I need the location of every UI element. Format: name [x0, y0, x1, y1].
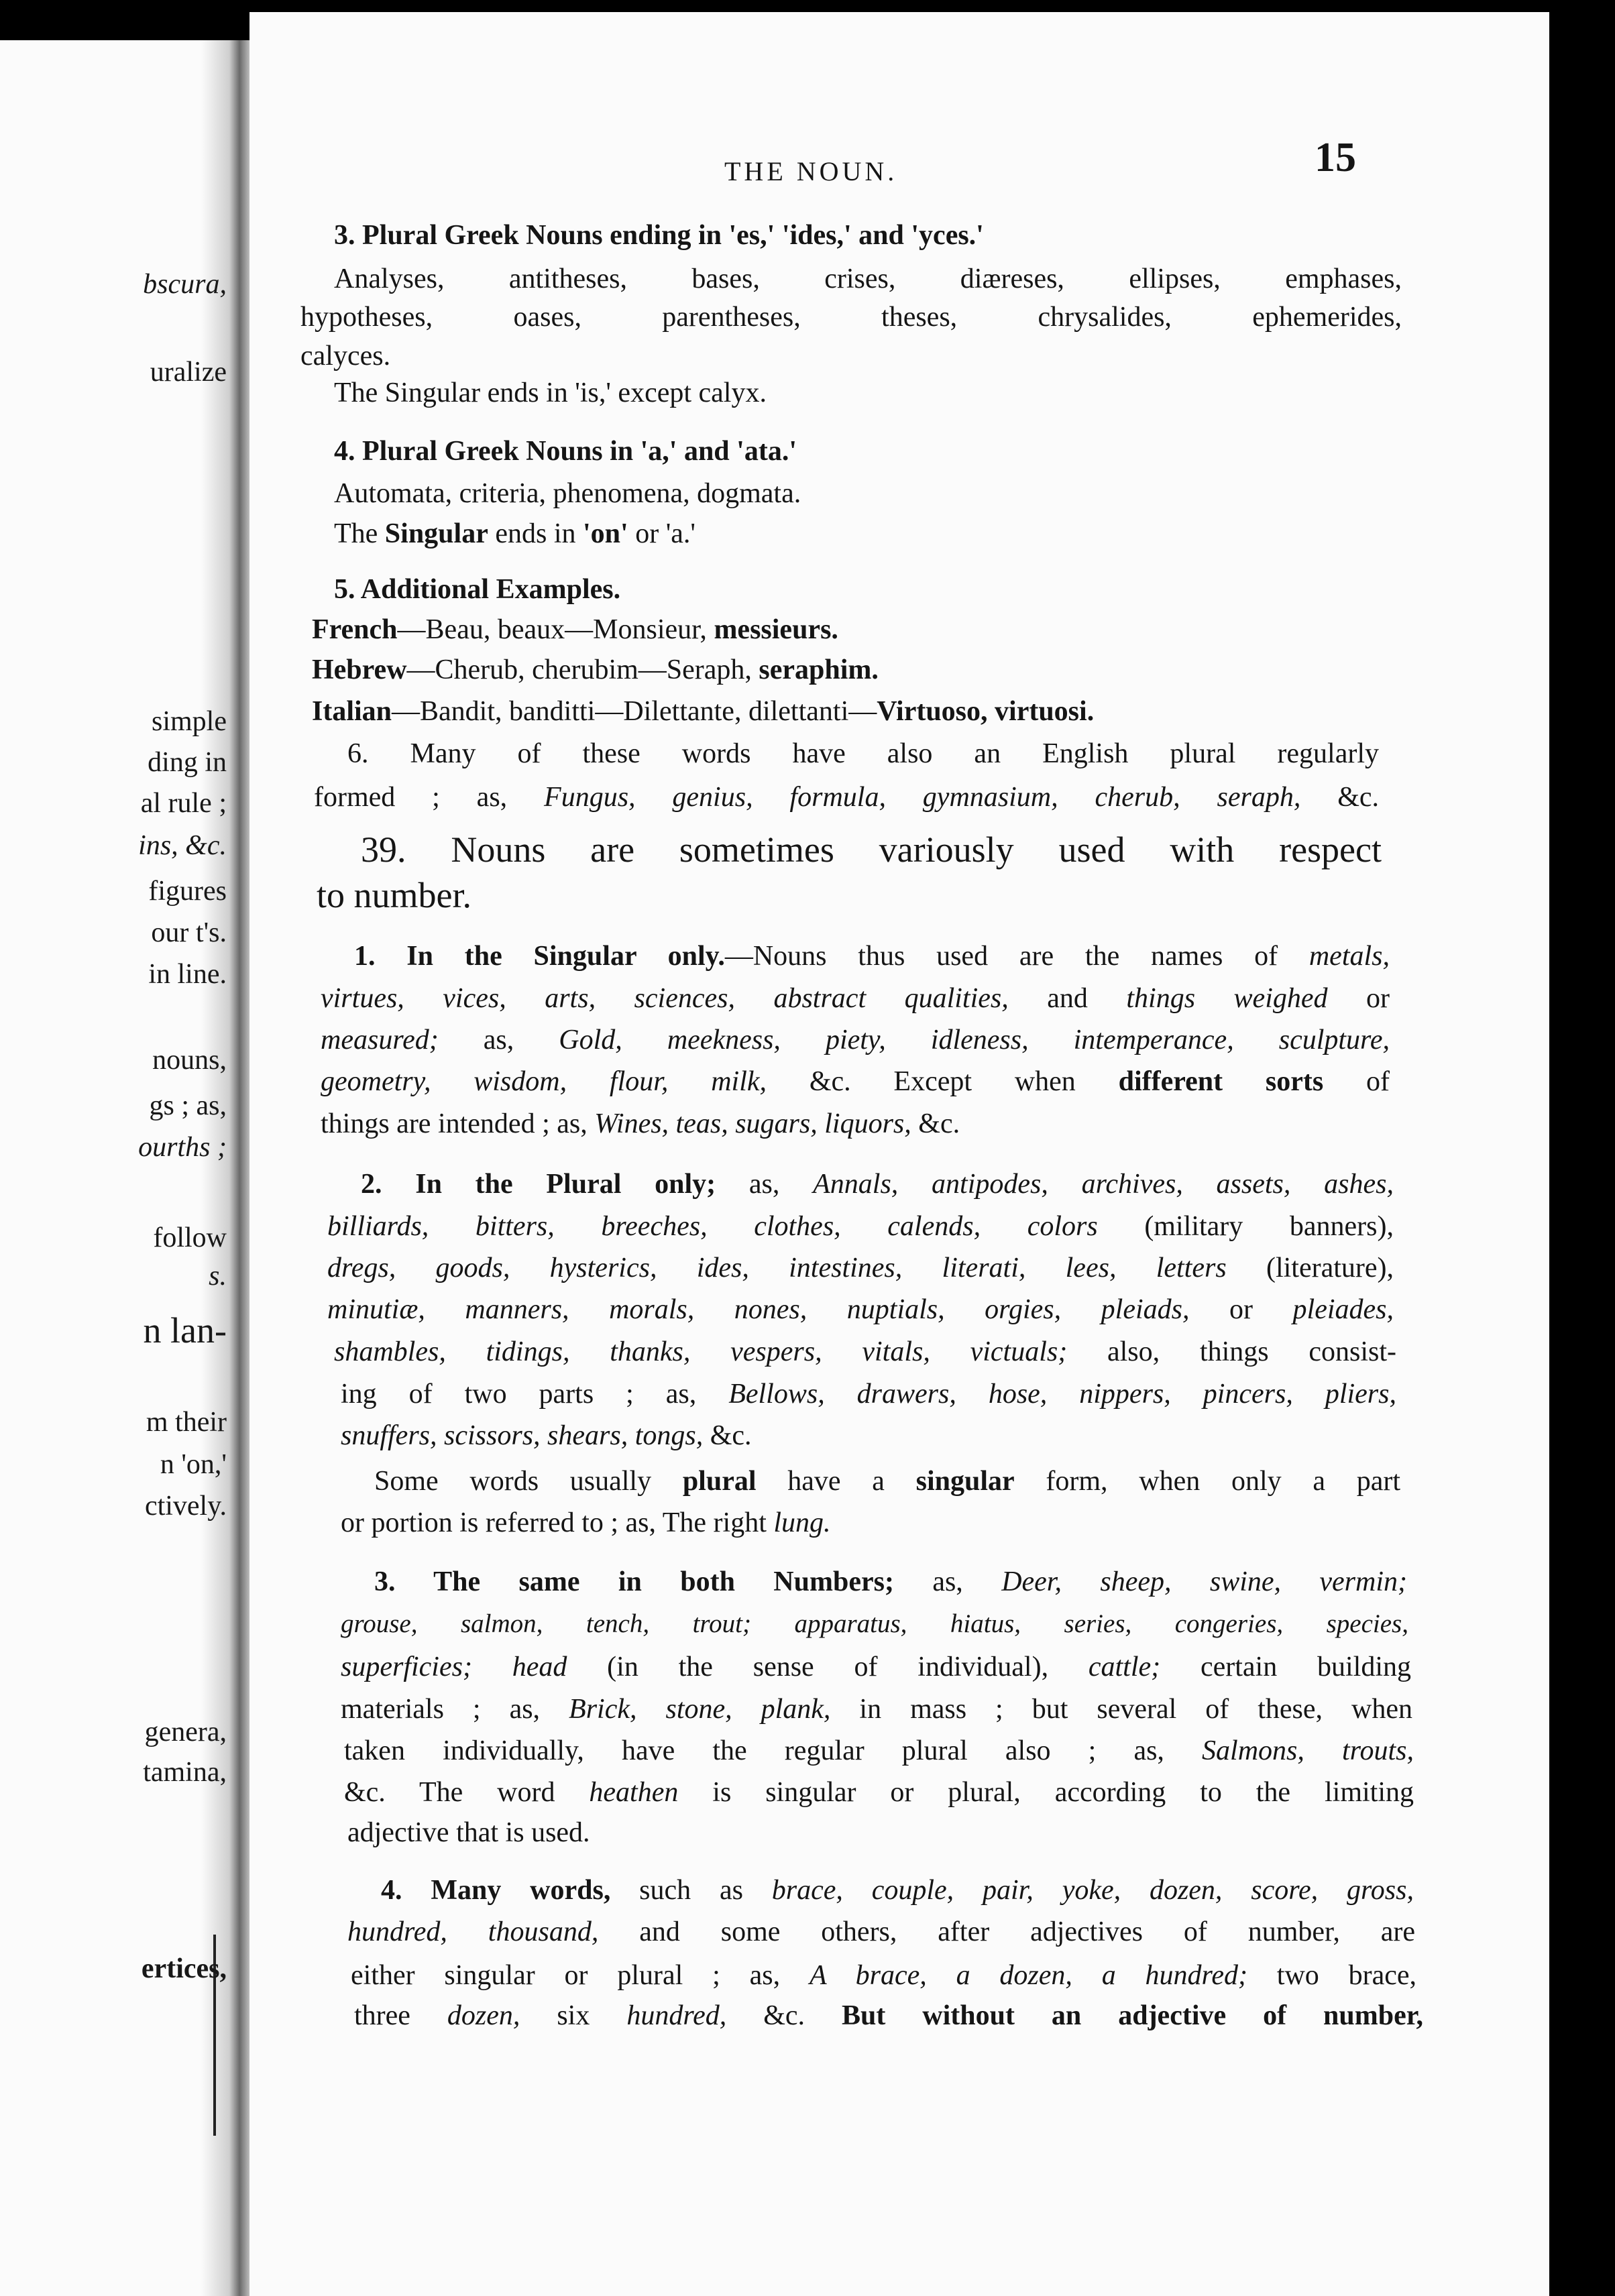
body-line: Analyses, antitheses, bases, crises, diæreses, ellipses, emphases,	[334, 264, 1402, 294]
example-hebrew: Hebrew—Cherub, cherubim—Seraph, seraphim.	[312, 654, 879, 685]
item-1-line: things are intended ; as, Wines, teas, sugars, liquors, &c.	[321, 1108, 960, 1139]
item-1-line: 1. In the Singular only.—Nouns thus used are the names of metals,	[354, 941, 1390, 972]
body-line: The Singular ends in 'on' or 'a.'	[334, 518, 695, 549]
right-page	[249, 12, 1564, 2296]
item-2-line: shambles, tidings, thanks, vespers, vitals, victuals; also, things consist-	[334, 1336, 1396, 1367]
section-4-heading: 4. Plural Greek Nouns in 'a,' and 'ata.'	[334, 436, 797, 467]
section-5-heading: 5. Additional Examples.	[334, 574, 621, 605]
left-fragment: our t's.	[151, 917, 227, 948]
item-2-line: ing of two parts ; as, Bellows, drawers, hose, nippers, pincers, pliers,	[341, 1379, 1396, 1410]
item-2-line: dregs, goods, hysterics, ides, intestines, literati, lees, letters (literature),	[327, 1253, 1394, 1283]
section-3-heading: 3. Plural Greek Nouns ending in 'es,' 'ides,' and 'yces.'	[334, 220, 984, 251]
left-fragment: nouns,	[152, 1045, 227, 1076]
body-line: Automata, criteria, phenomena, dogmata.	[334, 478, 801, 509]
example-french: French—Beau, beaux—Monsieur, messieurs.	[312, 614, 838, 645]
item-4-line: hundred, thousand, and some others, after adjectives of number, are	[347, 1916, 1415, 1947]
left-fragment: n lan-	[143, 1310, 227, 1351]
item-2-note-line: Some words usually plural have a singular form, when only a part	[374, 1466, 1400, 1497]
item-1-line: geometry, wisdom, flour, milk, &c. Except when different sorts of	[321, 1066, 1390, 1097]
item-2-line: minutiæ, manners, morals, nones, nuptials, orgies, pleiads, or pleiades,	[327, 1294, 1394, 1325]
left-fragment: ourths ;	[138, 1132, 227, 1163]
example-italian: Italian—Bandit, banditti—Dilettante, dilettanti—Virtuoso, virtuosi.	[312, 696, 1095, 727]
item-3-line: 3. The same in both Numbers; as, Deer, sheep, swine, vermin;	[374, 1566, 1408, 1597]
paragraph-39-heading: to number.	[317, 875, 471, 915]
left-fragment: genera,	[144, 1717, 227, 1747]
left-fragment: ding in	[148, 747, 227, 778]
item-1-line: measured; as, Gold, meekness, piety, idleness, intemperance, sculpture,	[321, 1025, 1390, 1055]
left-fragment: gs ; as,	[149, 1090, 227, 1121]
left-fragment: al rule ;	[140, 788, 227, 819]
body-line: 6. Many of these words have also an English plural regularly	[347, 738, 1379, 769]
left-fragment: figures	[148, 876, 227, 907]
left-fragment: uralize	[150, 357, 227, 388]
item-2-line: snuffers, scissors, shears, tongs, &c.	[341, 1420, 752, 1451]
left-fragment: ertices,	[141, 1953, 227, 1984]
item-3-line: adjective that is used.	[347, 1817, 590, 1848]
item-1-line: virtues, vices, arts, sciences, abstract qualities, and things weighed or	[321, 983, 1390, 1014]
body-line: hypotheses, oases, parentheses, theses, chrysalides, ephemerides,	[300, 302, 1402, 333]
paragraph-39-heading: 39. Nouns are sometimes variously used with respect	[361, 829, 1382, 870]
left-fragment: m their	[146, 1407, 227, 1438]
body-line: calyces.	[300, 341, 391, 371]
item-2-note-line: or portion is referred to ; as, The right lung.	[341, 1507, 831, 1538]
body-line: The Singular ends in 'is,' except calyx.	[334, 378, 767, 408]
running-header: THE NOUN.	[724, 156, 898, 186]
item-3-line: superficies; head (in the sense of individual), cattle; certain building	[341, 1652, 1411, 1682]
scan-edge	[1549, 12, 1615, 2296]
item-2-line: 2. In the Plural only; as, Annals, antipodes, archives, assets, ashes,	[361, 1169, 1394, 1200]
left-fragment: simple	[152, 706, 227, 737]
item-2-line: billiards, bitters, breeches, clothes, calends, colors (military banners),	[327, 1211, 1394, 1242]
left-fragment: ins, &c.	[138, 830, 227, 861]
left-fragment: ctively.	[144, 1491, 227, 1522]
item-4-line: three dozen, six hundred, &c. But without an adjective of number,	[354, 2000, 1424, 2031]
item-3-line: materials ; as, Brick, stone, plank, in mass ; but several of these, when	[341, 1694, 1412, 1725]
item-3-line: &c. The word heathen is singular or plural, according to the limiting	[344, 1777, 1414, 1808]
item-4-line: either singular or plural ; as, A brace, a dozen, a hundred; two brace,	[351, 1960, 1416, 1991]
item-3-line: grouse, salmon, tench, trout; apparatus, hiatus, series, congeries, species,	[341, 1609, 1408, 1638]
left-fragment: s.	[209, 1261, 227, 1292]
left-fragment: n 'on,'	[160, 1449, 227, 1480]
left-fragment: follow	[153, 1222, 227, 1253]
left-fragment: bscura,	[143, 269, 227, 300]
page-number: 15	[1315, 135, 1356, 180]
item-4-line: 4. Many words, such as brace, couple, pair, yoke, dozen, score, gross,	[381, 1875, 1414, 1906]
left-fragment: tamina,	[143, 1757, 227, 1788]
body-line: formed ; as, Fungus, genius, formula, gymnasium, cherub, seraph, &c.	[314, 782, 1380, 813]
item-3-line: taken individually, have the regular plural also ; as, Salmons, trouts,	[344, 1735, 1414, 1766]
left-fragment: in line.	[148, 959, 227, 990]
